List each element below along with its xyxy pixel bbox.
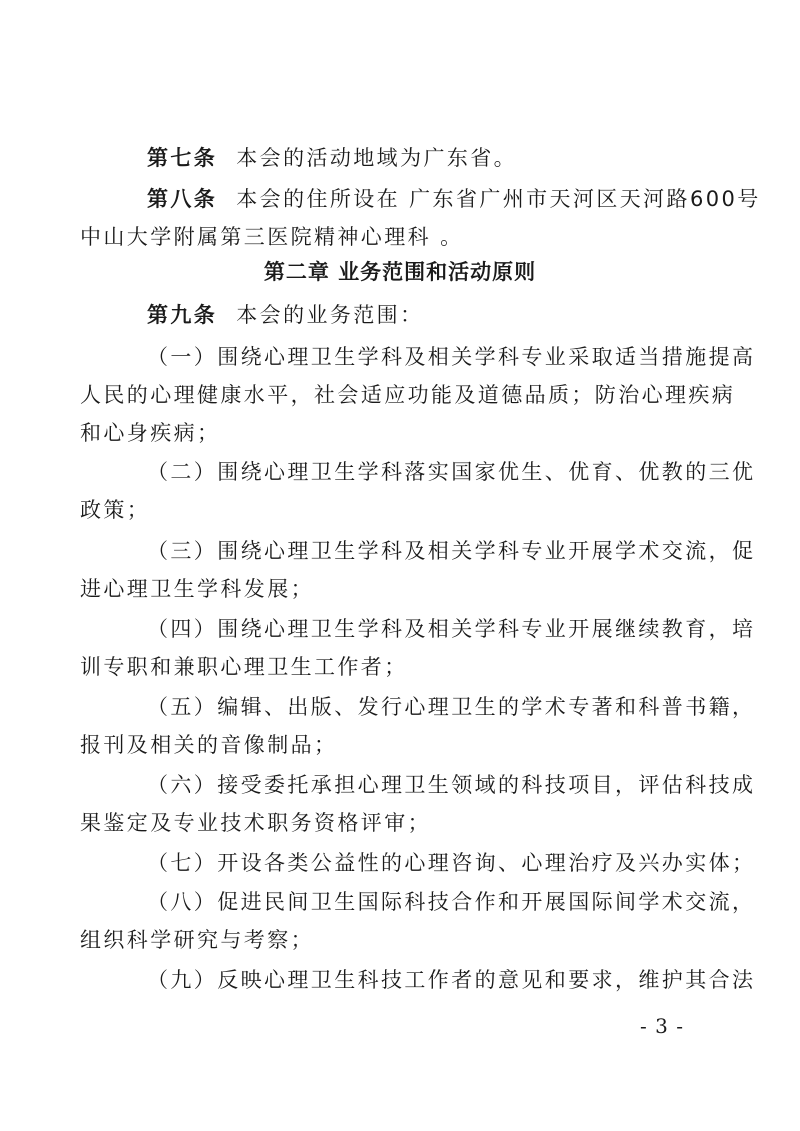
article-8-line-2: [0, 222, 800, 252]
chapter-2-title: 第二章 业务范围和活动原则: [263, 260, 537, 284]
list-item-line: 和心身疾病；: [80, 421, 221, 445]
list-item-line: （七）开设各类公益性的心理咨询、心理治疗及兴办实体；: [147, 851, 756, 875]
article-8-label: 第八条: [147, 187, 218, 211]
list-item-line: （二）围绕心理卫生学科落实国家优生、优育、优教的三优: [147, 460, 756, 484]
article-9-text: 本会的业务范围：: [236, 303, 424, 327]
list-item-line: （五）编辑、出版、发行心理卫生的学术专著和科普书籍，: [147, 695, 756, 719]
article-9-label: 第九条: [147, 303, 218, 327]
article-7-text: 本会的活动地域为广东省。: [236, 146, 518, 170]
article-7-label: 第七条: [147, 146, 218, 170]
article-8-text-line-2: 中山大学附属第三医院精神心理科 。: [80, 225, 464, 249]
list-item-line: （一）围绕心理卫生学科及相关学科专业采取适当措施提高: [147, 345, 756, 369]
list-item-line: （九）反映心理卫生科技工作者的意见和要求，维护其合法: [147, 968, 756, 992]
article-9: [0, 300, 800, 330]
list-item-line: 政策；: [80, 498, 151, 522]
list-item-line: 组织科学研究与考察；: [80, 928, 314, 952]
article-7: [0, 143, 800, 173]
list-item-line: （四）围绕心理卫生学科及相关学科专业开展继续教育，培: [147, 617, 756, 641]
list-item-line: 果鉴定及专业技术职务资格评审；: [80, 811, 431, 835]
list-item-line: （三）围绕心理卫生学科及相关学科专业开展学术交流，促: [147, 539, 756, 563]
article-8-text-line-1: 本会的住所设在 广东省广州市天河区天河路600号: [236, 187, 761, 211]
list-item-line: 报刊及相关的音像制品；: [80, 733, 338, 757]
article-8-line-1: [0, 184, 800, 214]
list-item-line: 训专职和兼职心理卫生工作者；: [80, 655, 408, 679]
list-item-line: （六）接受委托承担心理卫生领域的科技项目，评估科技成: [147, 773, 756, 797]
list-item-line: （八）促进民间卫生国际科技合作和开展国际间学术交流，: [147, 890, 756, 914]
list-item-line: 进心理卫生学科发展；: [80, 577, 314, 601]
page-number: - 3 -: [640, 1014, 684, 1038]
list-item-line: 人民的心理健康水平，社会适应功能及道德品质；防治心理疾病: [80, 383, 736, 407]
